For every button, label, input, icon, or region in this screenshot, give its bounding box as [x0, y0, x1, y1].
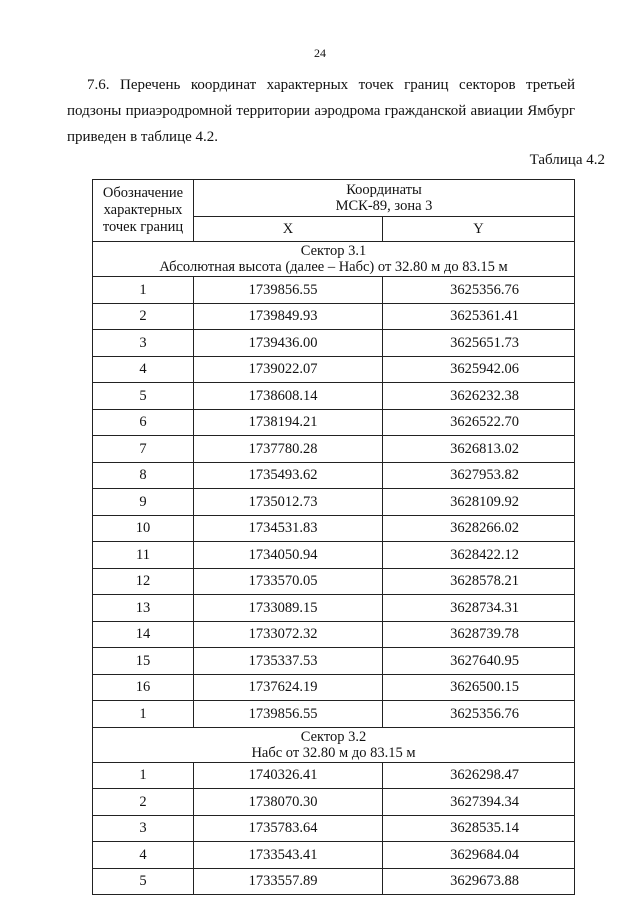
table-row	[93, 277, 575, 304]
coord-y: 3625361.41	[383, 303, 575, 330]
coord-x: 1739022.07	[194, 356, 383, 383]
header-coordinates-title: Координаты	[346, 182, 422, 198]
point-number: 3	[93, 330, 194, 357]
coord-y: 3628739.78	[383, 621, 575, 648]
header-designation: Обозначение характерных точек границ	[93, 180, 194, 242]
sector-title: Сектор 3.2	[300, 728, 367, 745]
table-row	[93, 515, 575, 542]
coord-y: 3628422.12	[383, 542, 575, 569]
table-row	[93, 330, 575, 357]
sector-header-row	[93, 727, 575, 762]
coord-y: 3628266.02	[383, 515, 575, 542]
point-number: 14	[93, 621, 194, 648]
coord-y: 3626522.70	[383, 409, 575, 436]
point-number: 2	[93, 789, 194, 816]
coord-y: 3627953.82	[383, 462, 575, 489]
point-number: 4	[93, 842, 194, 869]
point-number: 12	[93, 568, 194, 595]
coord-y: 3628578.21	[383, 568, 575, 595]
point-number: 1	[93, 762, 194, 789]
table-row	[93, 409, 575, 436]
coord-y: 3629684.04	[383, 842, 575, 869]
coord-x: 1739856.55	[194, 701, 383, 728]
table-row	[93, 868, 575, 895]
coord-y: 3627394.34	[383, 789, 575, 816]
coord-x: 1733089.15	[194, 595, 383, 622]
sector-header	[93, 727, 575, 762]
coordinates-table	[92, 179, 575, 895]
coord-x: 1733072.32	[194, 621, 383, 648]
table-row	[93, 542, 575, 569]
point-number: 3	[93, 815, 194, 842]
table-row	[93, 595, 575, 622]
coord-y: 3625942.06	[383, 356, 575, 383]
point-number: 4	[93, 356, 194, 383]
coord-y: 3626232.38	[383, 383, 575, 410]
table-row	[93, 701, 575, 728]
sector-header-row	[93, 242, 575, 277]
header-y: Y	[383, 217, 575, 242]
coord-x: 1739436.00	[194, 330, 383, 357]
coord-x: 1739849.93	[194, 303, 383, 330]
page-number: 24	[314, 46, 326, 60]
point-number: 1	[93, 277, 194, 304]
coord-y: 3627640.95	[383, 648, 575, 675]
coord-y: 3629673.88	[383, 868, 575, 895]
table-row	[93, 568, 575, 595]
point-number: 10	[93, 515, 194, 542]
coord-y: 3626500.15	[383, 674, 575, 701]
coord-x: 1735337.53	[194, 648, 383, 675]
header-x: X	[194, 217, 383, 242]
table-row	[93, 648, 575, 675]
coord-x: 1734531.83	[194, 515, 383, 542]
coord-x: 1737624.19	[194, 674, 383, 701]
table-row	[93, 762, 575, 789]
sector-header	[93, 242, 575, 277]
coord-y: 3628535.14	[383, 815, 575, 842]
table-row	[93, 383, 575, 410]
sector-subtitle: Набс от 32.80 м до 83.15 м	[251, 744, 416, 761]
table-row	[93, 489, 575, 516]
table-row	[93, 815, 575, 842]
coord-x: 1738194.21	[194, 409, 383, 436]
table-row	[93, 621, 575, 648]
table-row	[93, 303, 575, 330]
point-number: 5	[93, 868, 194, 895]
point-number: 15	[93, 648, 194, 675]
point-number: 1	[93, 701, 194, 728]
table-row	[93, 842, 575, 869]
coord-x: 1734050.94	[194, 542, 383, 569]
table-row	[93, 436, 575, 463]
coord-y: 3625356.76	[383, 277, 575, 304]
sector-title: Сектор 3.1	[300, 243, 367, 259]
sector-subtitle: Абсолютная высота (далее – Набс) от 32.80 м до 83.15 м	[159, 259, 508, 275]
coord-x: 1733557.89	[194, 868, 383, 895]
header-coordinate-system: МСК-89, зона 3	[335, 198, 433, 214]
point-number: 8	[93, 462, 194, 489]
coord-y: 3625651.73	[383, 330, 575, 357]
coord-y: 3625356.76	[383, 701, 575, 728]
coord-y: 3628734.31	[383, 595, 575, 622]
point-number: 5	[93, 383, 194, 410]
point-number: 9	[93, 489, 194, 516]
table-caption: Таблица 4.2	[529, 152, 605, 168]
point-number: 7	[93, 436, 194, 463]
table-row	[93, 674, 575, 701]
coord-y: 3626298.47	[383, 762, 575, 789]
table-row	[93, 462, 575, 489]
header-coordinates	[194, 180, 575, 217]
coord-x: 1735783.64	[194, 815, 383, 842]
coord-x: 1737780.28	[194, 436, 383, 463]
point-number: 16	[93, 674, 194, 701]
point-number: 6	[93, 409, 194, 436]
coord-x: 1738608.14	[194, 383, 383, 410]
point-number: 11	[93, 542, 194, 569]
coord-x: 1733570.05	[194, 568, 383, 595]
coord-y: 3626813.02	[383, 436, 575, 463]
coord-x: 1740326.41	[194, 762, 383, 789]
coord-x: 1735012.73	[194, 489, 383, 516]
coord-x: 1739856.55	[194, 277, 383, 304]
intro-paragraph: 7.6. Перечень координат характерных точек границ секторов третьей подзоны приаэродромной территории аэродрома гражданской авиации Ямбург приведен в таблице 4.2.	[67, 77, 575, 145]
coord-x: 1735493.62	[194, 462, 383, 489]
coord-y: 3628109.92	[383, 489, 575, 516]
table-row	[93, 789, 575, 816]
point-number: 13	[93, 595, 194, 622]
table-row	[93, 356, 575, 383]
coord-x: 1738070.30	[194, 789, 383, 816]
point-number: 2	[93, 303, 194, 330]
coord-x: 1733543.41	[194, 842, 383, 869]
